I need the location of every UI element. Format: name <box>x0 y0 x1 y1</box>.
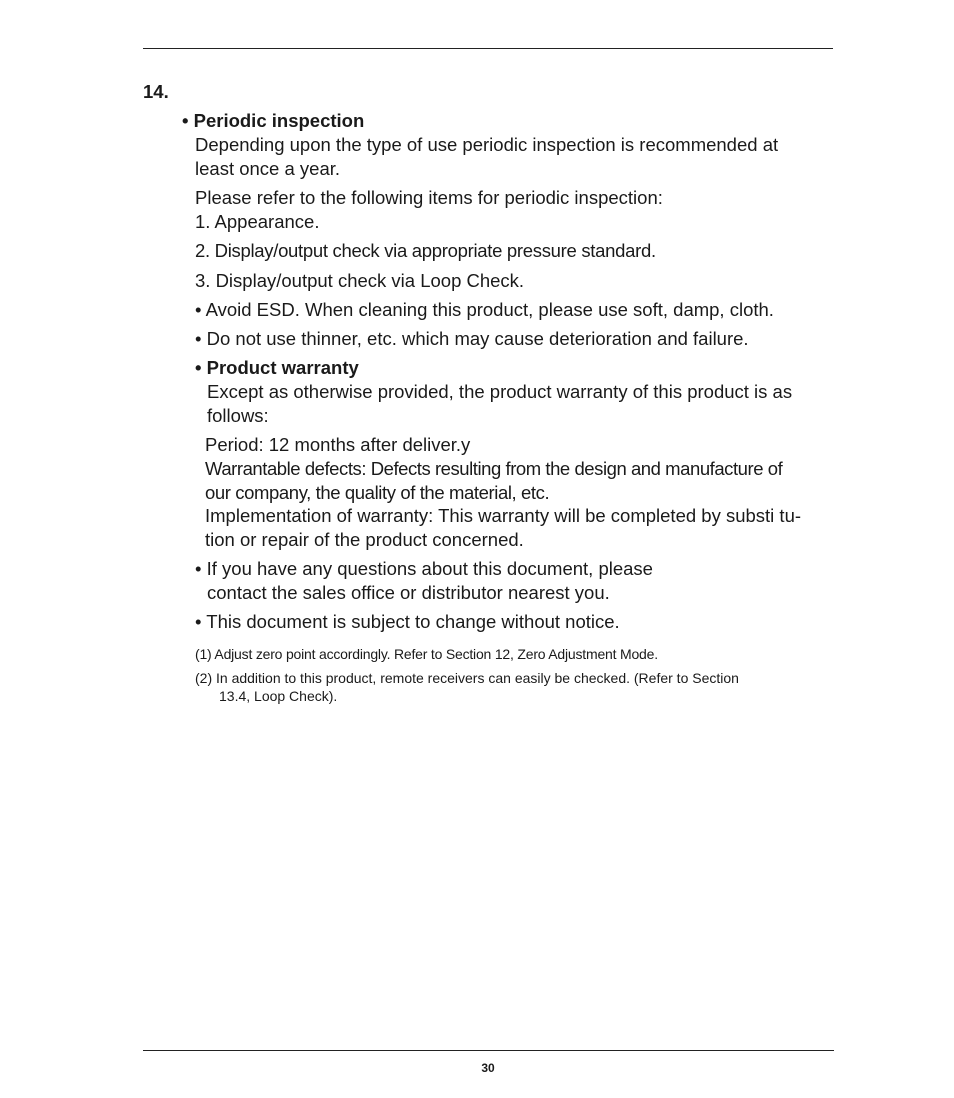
bottom-rule <box>143 1050 834 1051</box>
warranty-heading: • Product warranty <box>195 357 359 378</box>
esd-bullet: • Avoid ESD. When cleaning this product, please use soft, damp, cloth. <box>195 299 774 320</box>
note-1: (1) Adjust zero point accordingly. Refer to Section 12, Zero Adjustment Mode. <box>195 646 658 662</box>
periodic-line-1: Depending upon the type of use periodic inspection is recommended at <box>195 134 779 155</box>
thinner-bullet: • Do not use thinner, etc. which may cause deterioration and failure. <box>195 328 749 349</box>
change-notice: • This document is subject to change without notice. <box>195 611 620 632</box>
inspection-item-1: 1. Appearance. <box>195 211 320 232</box>
warranty-line-2: follows: <box>207 405 269 426</box>
periodic-inspection-heading: • Periodic inspection <box>182 110 365 131</box>
periodic-line-2: least once a year. <box>195 158 341 179</box>
contact-line-1: • If you have any questions about this document, please <box>195 558 653 579</box>
section-number: 14. <box>143 81 169 102</box>
warranty-defects-1: Warrantable defects: Defects resulting from the design and manufacture of <box>205 458 783 479</box>
contact-line-2: contact the sales office or distributor nearest you. <box>207 582 610 603</box>
note-2-line-2: 13.4, Loop Check). <box>219 688 338 704</box>
warranty-defects-2: our company, the quality of the material, etc. <box>205 482 550 503</box>
warranty-line-1: Except as otherwise provided, the product warranty of this product is as <box>207 381 793 402</box>
inspection-item-2: 2. Display/output check via appropriate pressure standard. <box>195 240 656 261</box>
periodic-refer: Please refer to the following items for periodic inspection: <box>195 187 663 208</box>
top-rule <box>143 48 833 49</box>
page-number: 30 <box>481 1061 495 1075</box>
warranty-period: Period: 12 months after deliver.y <box>205 434 471 455</box>
inspection-item-3: 3. Display/output check via Loop Check. <box>195 270 525 291</box>
note-2-line-1: (2) In addition to this product, remote receivers can easily be checked. (Refer to Section <box>195 670 739 686</box>
warranty-implementation-2: tion or repair of the product concerned. <box>205 529 524 550</box>
warranty-implementation-1: Implementation of warranty: This warranty will be completed by substi tu- <box>205 505 802 526</box>
